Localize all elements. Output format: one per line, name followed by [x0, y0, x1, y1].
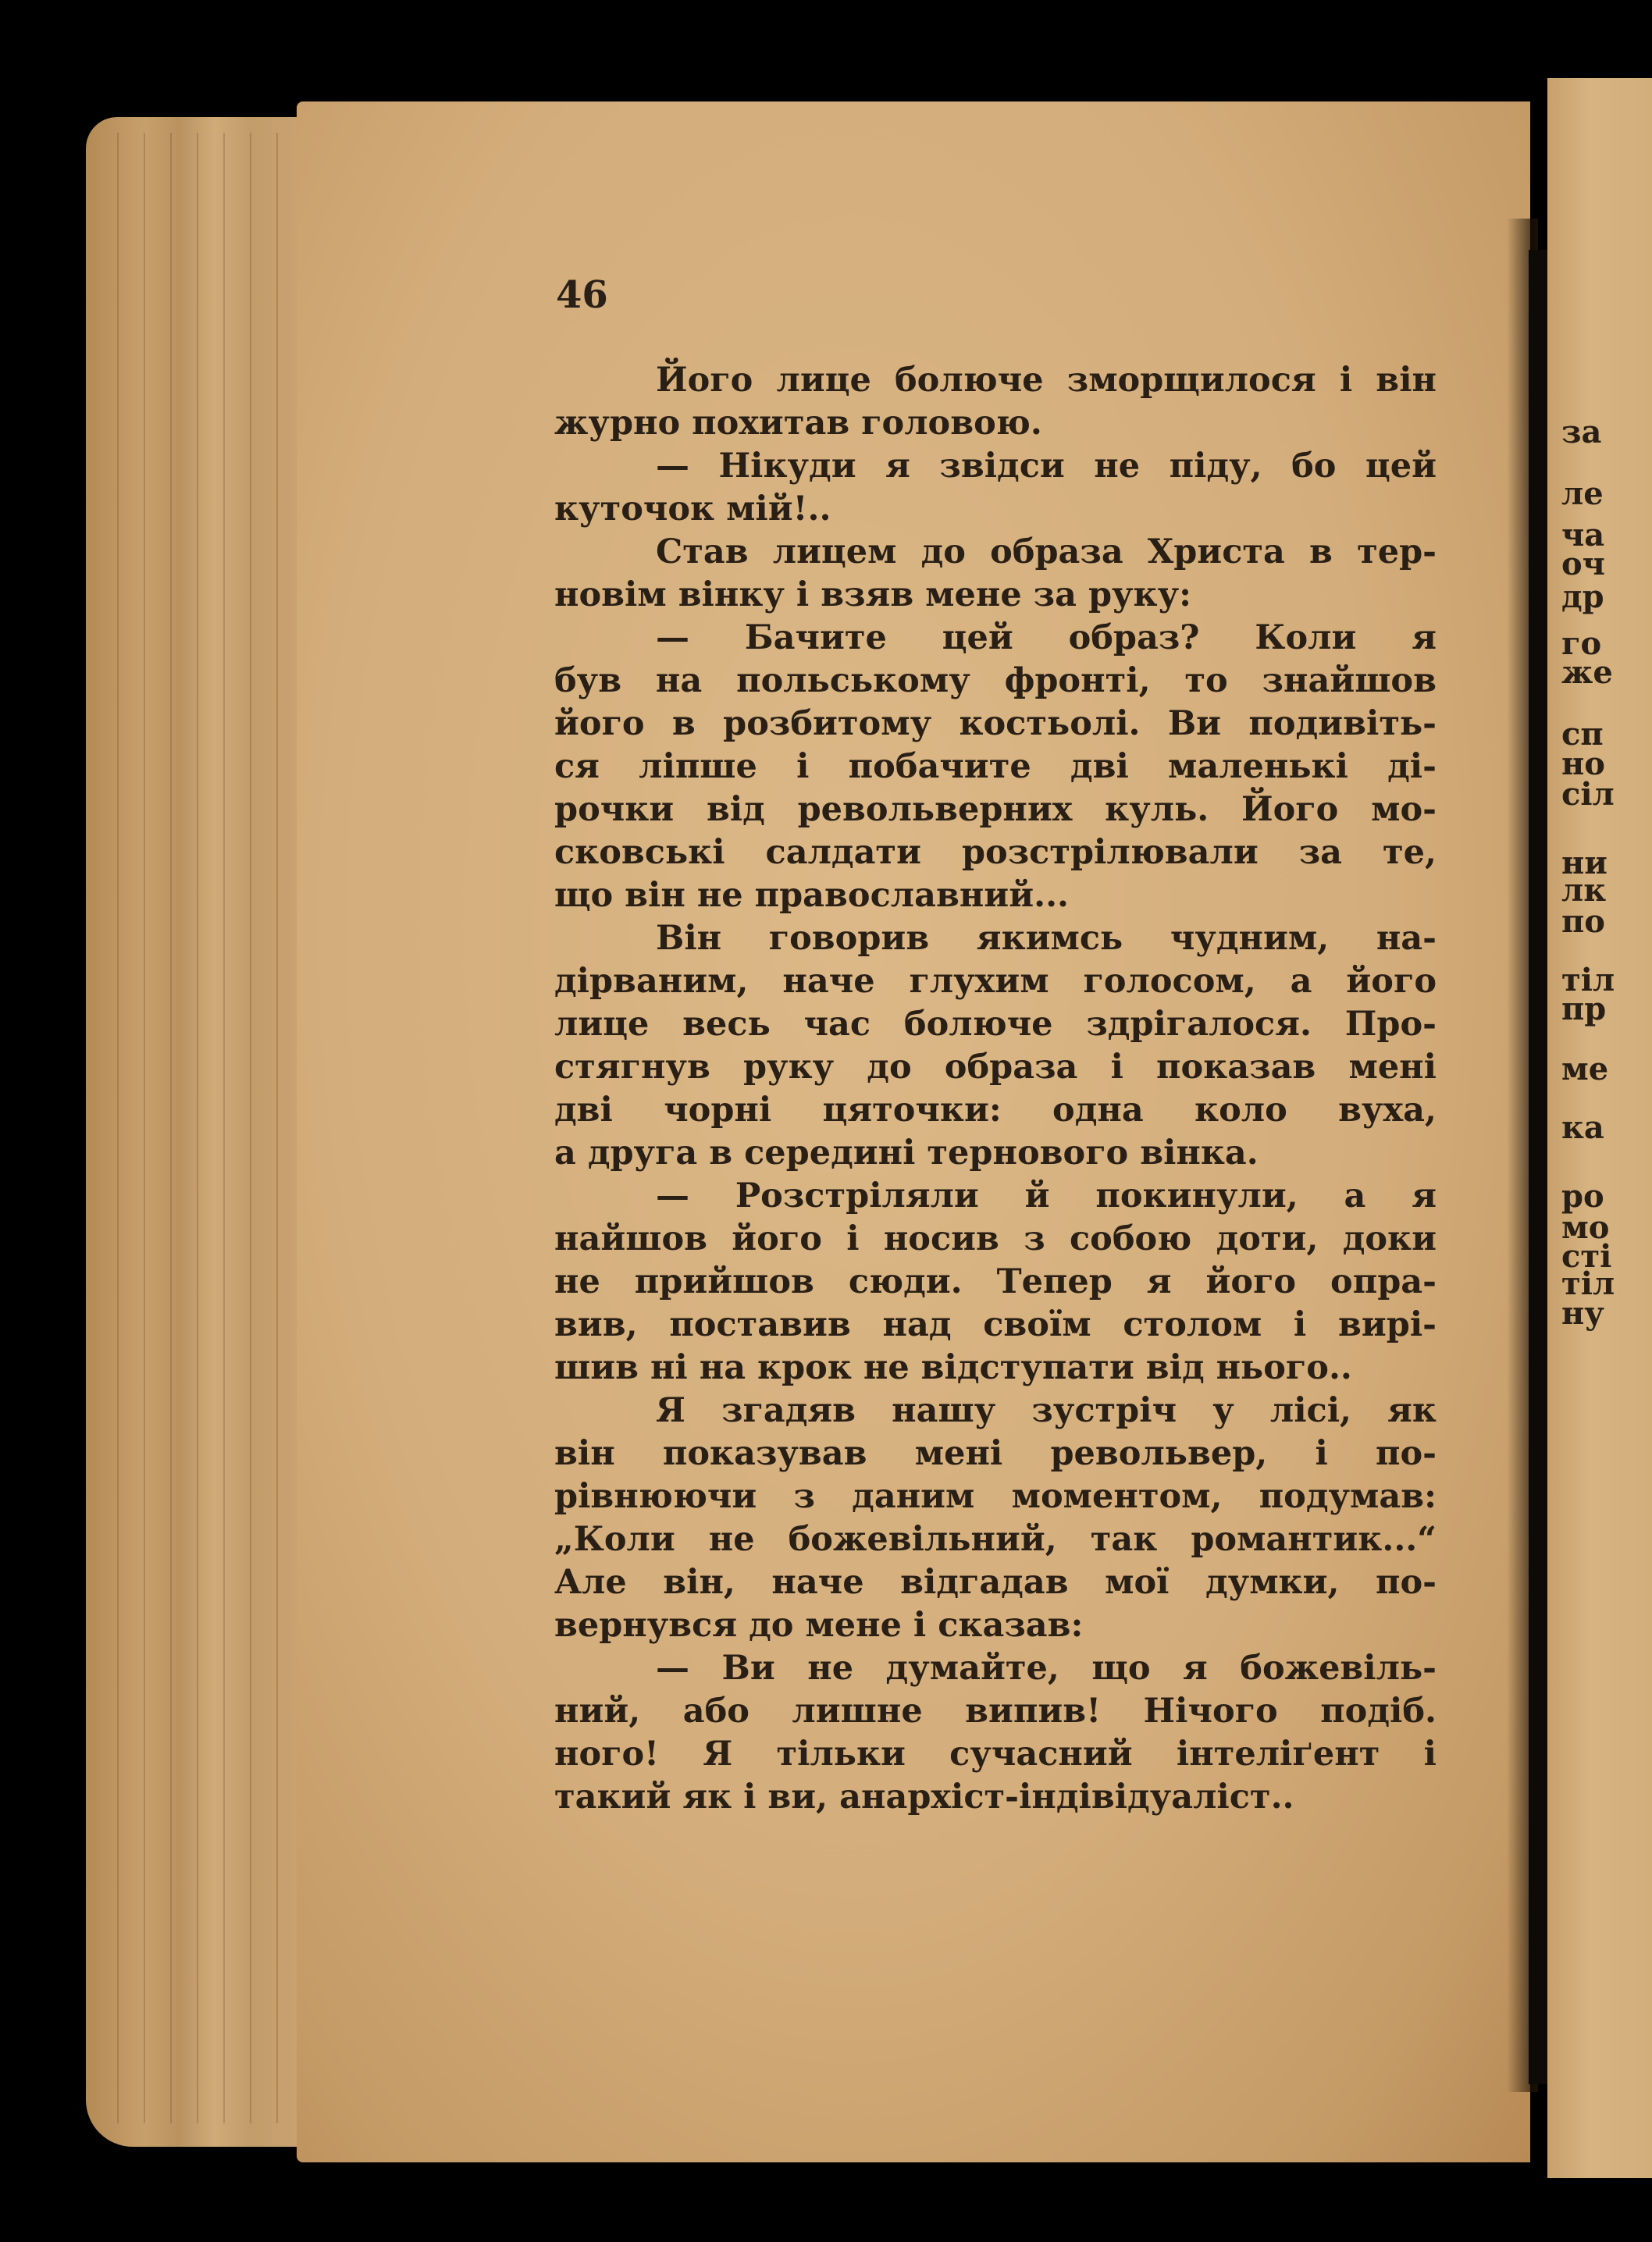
text-line: лице весь час болюче здрігалося. Про- — [554, 1005, 1437, 1044]
next-page-edge — [1547, 78, 1652, 2178]
text-line: вив, поставив над своїм столом і вирі- — [554, 1305, 1437, 1344]
facing-page-fragment: оч — [1561, 546, 1605, 583]
facing-page-fragment: пр — [1561, 991, 1607, 1028]
text-line: шив ні на крок не відступати від нього.. — [554, 1348, 1352, 1387]
text-line: куточок мій!.. — [554, 489, 831, 528]
text-line: стягнув руку до образа і показав мені — [554, 1048, 1437, 1087]
facing-page-fragment: ни — [1561, 845, 1607, 882]
facing-page-fragment: др — [1561, 578, 1604, 616]
text-line: що він не православний... — [554, 876, 1070, 915]
facing-page-fragment: по — [1561, 903, 1605, 940]
facing-page-fragment: ча — [1561, 517, 1605, 553]
facing-page-fragment: сіл — [1561, 776, 1615, 813]
facing-page-fragment: мо — [1561, 1208, 1610, 1246]
text-line: ся ліпше і побачите дві маленькі ді- — [554, 747, 1437, 786]
text-line: був на польському фронті, то знайшов — [554, 661, 1437, 700]
text-line: Став лицем до образа Христа в тер- — [656, 532, 1437, 571]
text-line: ного! Я тільки сучасний інтеліґент і — [554, 1735, 1437, 1774]
text-line: його в розбитому костьолі. Ви подивіть- — [554, 704, 1437, 743]
facing-page-fragment: ро — [1561, 1178, 1604, 1215]
facing-page-fragment: тіл — [1561, 1265, 1615, 1303]
text-line: сковські салдати розстрілювали за те, — [554, 833, 1437, 872]
text-line: не прийшов сюди. Тепер я його опра- — [554, 1262, 1437, 1301]
text-line: найшов його і носив з собою доти, доки — [554, 1219, 1437, 1258]
text-line: журно похитав головою. — [554, 404, 1042, 443]
text-line: Його лице болюче зморщилося і він — [656, 361, 1437, 400]
text-line: новім вінку і взяв мене за руку: — [554, 575, 1191, 614]
facing-page-fragment: сп — [1561, 716, 1604, 753]
facing-page-fragment: ка — [1561, 1109, 1604, 1146]
facing-page-fragment: сті — [1561, 1238, 1612, 1275]
facing-page-fragment: ле — [1561, 475, 1604, 513]
text-line: вернувся до мене і сказав: — [554, 1606, 1084, 1645]
text-line: „Коли не божевільний, так романтик...“ — [554, 1520, 1437, 1559]
page-edge-lines — [117, 133, 320, 2123]
facing-page-fragment: ме — [1561, 1051, 1609, 1088]
text-line: дві чорні цяточки: одна коло вуха, — [554, 1091, 1437, 1130]
page-number: 46 — [556, 273, 608, 317]
facing-page-fragment: го — [1561, 625, 1602, 662]
text-line: дірваним, наче глухим голосом, а його — [554, 962, 1437, 1001]
text-line: — Ви не думайте, що я божевіль- — [656, 1649, 1437, 1688]
facing-page-fragment: тіл — [1561, 961, 1615, 998]
text-line: Я згадяв нашу зустріч у лісі, як — [656, 1391, 1437, 1430]
text-line: — Бачите цей образ? Коли я — [656, 618, 1437, 657]
text-line: — Нікуди я звідси не піду, бо цей — [656, 447, 1437, 486]
text-line: рівнюючи з даним моментом, подумав: — [554, 1477, 1437, 1516]
facing-page-fragment: за — [1561, 414, 1602, 450]
text-line: Він говорив якимсь чудним, на- — [656, 919, 1437, 958]
text-line: такий як і ви, анархіст-індівідуаліст.. — [554, 1778, 1294, 1817]
text-line: рочки від револьверних куль. Його мо- — [554, 790, 1437, 829]
text-line: — Розстріляли й покинули, а я — [656, 1176, 1437, 1215]
text-line: він показував мені револьвер, і по- — [554, 1434, 1437, 1473]
facing-page-fragment: ну — [1561, 1294, 1604, 1332]
text-line: ний, або лишне випив! Нічого подіб. — [554, 1692, 1437, 1731]
facing-page-fragment: но — [1561, 745, 1605, 782]
text-line: Але він, наче відгадав мої думки, по- — [554, 1563, 1437, 1602]
book-gutter — [1529, 250, 1549, 2084]
text-line: а друга в середині тернового вінка. — [554, 1133, 1259, 1173]
facing-page-fragment: же — [1561, 654, 1613, 691]
body-text — [554, 359, 1437, 1819]
facing-page-fragment: лк — [1561, 872, 1607, 909]
